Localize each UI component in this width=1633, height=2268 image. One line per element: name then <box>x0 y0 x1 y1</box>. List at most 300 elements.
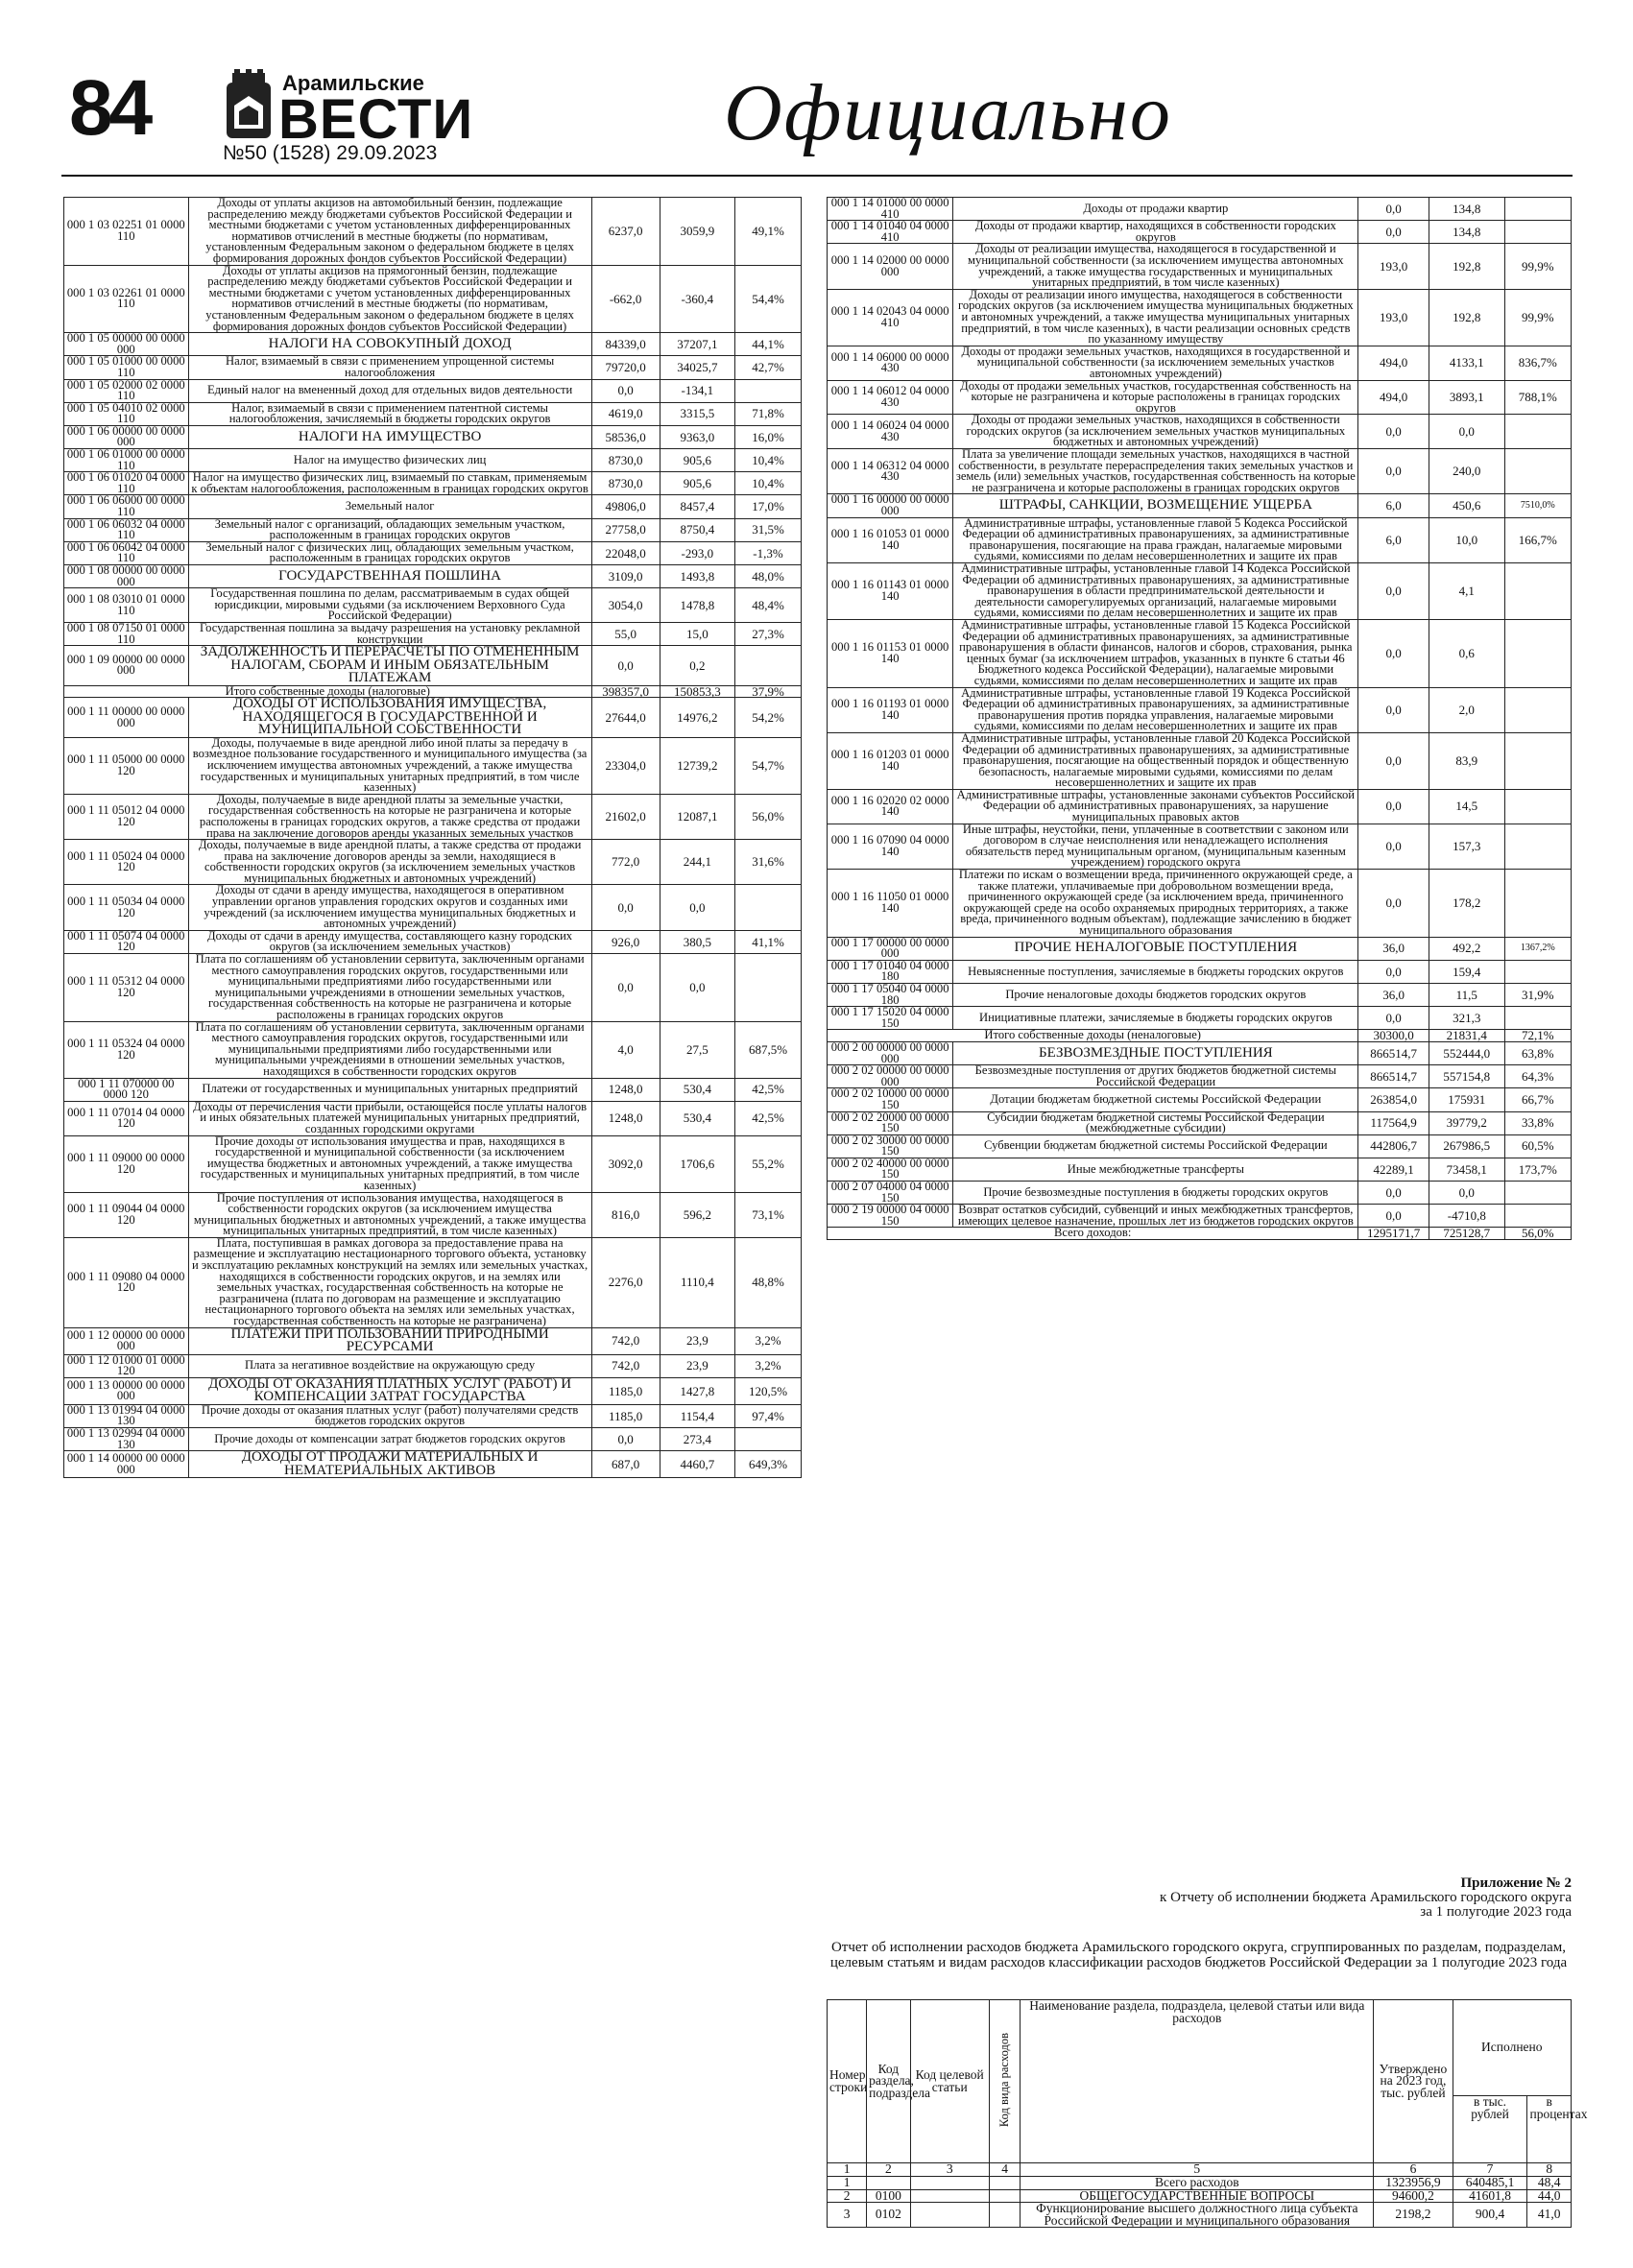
row-percent: 3,2% <box>735 1354 802 1377</box>
table-row <box>828 346 1572 380</box>
row-plan: 36,0 <box>1358 983 1429 1006</box>
row-fact: 1154,4 <box>660 1404 734 1427</box>
row-plan: 772,0 <box>591 840 660 885</box>
table-row <box>828 824 1572 869</box>
table-row <box>828 380 1572 415</box>
row-fact: 1427,8 <box>660 1377 734 1404</box>
table-row <box>64 565 802 588</box>
row-percent: 54,7% <box>735 737 802 794</box>
row-percent <box>1504 732 1571 789</box>
row-name: Государственная пошлина за выдачу разрешения на установку рекламной конструкции <box>188 622 591 645</box>
row-code: 000 1 06 06032 04 0000 110 <box>64 518 189 541</box>
row-plan: 0,0 <box>591 379 660 402</box>
row-percent: 42,5% <box>735 1078 802 1101</box>
table-row <box>828 244 1572 289</box>
row-percent: 166,7% <box>1504 517 1571 562</box>
row-fact: 2,0 <box>1429 687 1504 732</box>
expense-pct: 48,4 <box>1527 2177 1572 2190</box>
expense-name: Всего расходов <box>1021 2177 1374 2190</box>
row-fact: 34025,7 <box>660 356 734 379</box>
column-number: 1 <box>828 2163 867 2177</box>
row-plan: 0,0 <box>1358 687 1429 732</box>
annex-caption <box>826 1876 1572 1920</box>
row-percent: 97,4% <box>735 1404 802 1427</box>
row-code: 000 1 17 01040 04 0000 180 <box>828 960 953 983</box>
table-row <box>64 198 802 266</box>
row-fact: 134,8 <box>1429 221 1504 244</box>
row-percent: 31,5% <box>735 518 802 541</box>
row-plan: 926,0 <box>591 930 660 953</box>
table-row <box>64 425 802 448</box>
table-row <box>828 1065 1572 1088</box>
row-code: 000 1 12 01000 01 0000 120 <box>64 1354 189 1377</box>
row-percent: 16,0% <box>735 425 802 448</box>
row-name: Земельный налог с физических лиц, обладающих земельным участком, расположенным в границах городских округов <box>188 541 591 564</box>
row-code: 000 2 02 00000 00 0000 000 <box>828 1065 953 1088</box>
row-fact: 8457,4 <box>660 495 734 518</box>
row-plan: 816,0 <box>591 1192 660 1237</box>
row-code: 000 2 07 04000 04 0000 150 <box>828 1182 953 1205</box>
row-plan: 22048,0 <box>591 541 660 564</box>
row-code: 000 1 05 00000 00 0000 000 <box>64 333 189 356</box>
row-code: 000 1 14 06024 04 0000 430 <box>828 415 953 449</box>
header-target: Код целевой статьи <box>910 2000 989 2163</box>
logo-big-text: ВЕСТИ <box>278 88 474 151</box>
table-row <box>828 289 1572 346</box>
row-code: 000 1 08 00000 00 0000 000 <box>64 565 189 588</box>
row-plan: 2276,0 <box>591 1237 660 1327</box>
table-row <box>828 960 1572 983</box>
row-fact: 0,0 <box>1429 1182 1504 1205</box>
row-name: Плата за увеличение площади земельных участков, находящихся в частной собственности, в результате перераспределения таких земельных участков и земель (или) земельных участков, государственная собственность на которые не разграничена и которые расположены в границах городских округов <box>953 449 1358 494</box>
row-name: Доходы от перечисления части прибыли, остающейся после уплаты налогов и иных обязательных платежей муниципальных унитарных предприятий, созданных городскими округами <box>188 1101 591 1135</box>
row-plan: 494,0 <box>1358 380 1429 415</box>
row-fact: 4460,7 <box>660 1451 734 1478</box>
row-code: 000 1 13 00000 00 0000 000 <box>64 1377 189 1404</box>
row-plan: -662,0 <box>591 265 660 333</box>
row-name: Административные штрафы, установленные главой 20 Кодекса Российской Федерации об административных правонарушениях, за административные правонарушения, посягающие на общественный порядок и общественную безопасность, налагаемые мировыми судьями, комиссиями по делам несовершеннолетних и защите их прав <box>953 732 1358 789</box>
row-plan: 742,0 <box>591 1327 660 1354</box>
table-row <box>828 687 1572 732</box>
row-percent: 48,8% <box>735 1237 802 1327</box>
row-code: 000 1 05 04010 02 0000 110 <box>64 402 189 425</box>
row-code: 000 1 11 00000 00 0000 000 <box>64 698 189 738</box>
row-name: Доходы от продажи земельных участков, государственная собственность на которые не разграничена и которые расположены в границах городских округов <box>953 380 1358 415</box>
table-row <box>64 495 802 518</box>
row-fact: 3893,1 <box>1429 380 1504 415</box>
row-percent: 788,1% <box>1504 380 1571 415</box>
table-row <box>64 1078 802 1101</box>
row-name: Доходы от продажи земельных участков, находящихся в собственности городских округов (за исключением земельных участков муниципальных бюджетных и автономных учреждений) <box>953 415 1358 449</box>
row-name: Доходы от уплаты акцизов на прямогонный бензин, подлежащие распределению между бюджетами субъектов Российской Федерации и местными бюджетами с учетом установленных дифференцированных нормативов отчислений в местные бюджеты (по нормативам, установленным Федеральным законом о федеральном бюджете в целях формирования дорожных фондов субъектов Российской Федерации) <box>188 265 591 333</box>
row-percent <box>735 646 802 686</box>
table-row <box>828 1111 1572 1134</box>
row-plan: 58536,0 <box>591 425 660 448</box>
row-fact: 175931 <box>1429 1088 1504 1111</box>
row-fact: 15,0 <box>660 622 734 645</box>
table-row <box>64 1101 802 1135</box>
row-plan: 0,0 <box>1358 1205 1429 1228</box>
row-name: Налог на имущество физических лиц <box>188 449 591 472</box>
row-name: Возврат остатков субсидий, субвенций и иных межбюджетных трансфертов, имеющих целевое назначение, прошлых лет из бюджетов городских округов <box>953 1205 1358 1228</box>
row-percent: 73,1% <box>735 1192 802 1237</box>
row-code: 000 1 16 07090 04 0000 140 <box>828 824 953 869</box>
row-name: Единый налог на вмененный доход для отдельных видов деятельности <box>188 379 591 402</box>
row-name: Доходы от продажи квартир, находящихся в собственности городских округов <box>953 221 1358 244</box>
page-header <box>61 58 1588 173</box>
row-code: 000 1 11 09000 00 0000 120 <box>64 1135 189 1192</box>
table-row <box>64 737 802 794</box>
header-name: Наименование раздела, подраздела, целевой статьи или вида расходов <box>1021 2000 1374 2163</box>
row-fact: 905,6 <box>660 449 734 472</box>
row-plan: 0,0 <box>1358 870 1429 938</box>
row-name: Прочие безвозмездные поступления в бюджеты городских округов <box>953 1182 1358 1205</box>
table-row <box>64 1237 802 1327</box>
row-percent: 55,2% <box>735 1135 802 1192</box>
row-percent: 64,3% <box>1504 1065 1571 1088</box>
row-code: 000 1 08 07150 01 0000 110 <box>64 622 189 645</box>
row-fact: 725128,7 <box>1429 1228 1504 1240</box>
row-plan: 0,0 <box>591 954 660 1022</box>
header-num: Номер строки <box>828 2000 867 2163</box>
row-fact: 557154,8 <box>1429 1065 1504 1088</box>
column-number: 6 <box>1374 2163 1453 2177</box>
row-plan: 0,0 <box>591 885 660 930</box>
row-percent: 17,0% <box>735 495 802 518</box>
row-code: 000 1 11 07014 04 0000 120 <box>64 1101 189 1135</box>
row-percent: 37,9% <box>735 685 802 698</box>
row-code: 000 1 11 05074 04 0000 120 <box>64 930 189 953</box>
row-fact: 23,9 <box>660 1327 734 1354</box>
row-code: 000 1 14 06000 00 0000 430 <box>828 346 953 380</box>
row-code: 000 1 06 06042 04 0000 110 <box>64 541 189 564</box>
row-percent: 687,5% <box>735 1021 802 1078</box>
row-fact: 159,4 <box>1429 960 1504 983</box>
expense-approved: 2198,2 <box>1374 2203 1453 2228</box>
row-code: 000 1 16 01143 01 0000 140 <box>828 563 953 620</box>
expense-razdel: 0100 <box>867 2189 910 2203</box>
row-name: Доходы от сдачи в аренду имущества, составляющего казну городских округов (за исключением земельных участков) <box>188 930 591 953</box>
table-row <box>64 885 802 930</box>
expense-pct: 44,0 <box>1527 2189 1572 2203</box>
row-name: Государственная пошлина по делам, рассматриваемым в судах общей юрисдикции, мировыми судьями (за исключением Верховного Суда Российской Федерации) <box>188 588 591 623</box>
expense-approved: 94600,2 <box>1374 2189 1453 2203</box>
row-plan: 398357,0 <box>591 685 660 698</box>
row-percent: 27,3% <box>735 622 802 645</box>
row-percent <box>1504 619 1571 687</box>
row-code: 000 2 02 10000 00 0000 150 <box>828 1088 953 1111</box>
row-code: 000 1 16 00000 00 0000 000 <box>828 494 953 517</box>
row-code: 000 1 14 01000 00 0000 410 <box>828 198 953 221</box>
row-name: ПРОЧИЕ НЕНАЛОГОВЫЕ ПОСТУПЛЕНИЯ <box>953 937 1358 960</box>
expense-n: 1 <box>828 2177 867 2190</box>
table-row <box>64 930 802 953</box>
table-row <box>64 840 802 885</box>
row-plan: 49806,0 <box>591 495 660 518</box>
row-fact: -4710,8 <box>1429 1205 1504 1228</box>
expense-table <box>827 1998 1588 2228</box>
expense-row <box>828 2203 1572 2228</box>
income-table-left <box>63 197 802 1478</box>
row-name: Иные штрафы, неустойки, пени, уплаченные в соответствии с законом или договором в случае неисполнения или ненадлежащего исполнения обязательств перед муниципальным органом, (муниципальным казенным учреждением) городского округа <box>953 824 1358 869</box>
table-row <box>828 198 1572 221</box>
row-plan: 866514,7 <box>1358 1041 1429 1064</box>
row-fact: 267986,5 <box>1429 1134 1504 1158</box>
row-code: 000 1 17 15020 04 0000 150 <box>828 1007 953 1030</box>
row-name: НАЛОГИ НА СОВОКУПНЫЙ ДОХОД <box>188 333 591 356</box>
table-row <box>64 265 802 333</box>
table-row <box>64 646 802 686</box>
row-plan: 687,0 <box>591 1451 660 1478</box>
row-name: Доходы, получаемые в виде арендной либо иной платы за передачу в возмездное пользование государственного и муниципального имущества (за исключением имущества автономных учреждений, а также имущества государственных и муниципальных унитарных предприятий, в том числе казенных) <box>188 737 591 794</box>
row-fact: 192,8 <box>1429 244 1504 289</box>
row-fact: 178,2 <box>1429 870 1504 938</box>
row-fact: 492,2 <box>1429 937 1504 960</box>
table-row <box>828 517 1572 562</box>
row-plan: 6237,0 <box>591 198 660 266</box>
row-plan: 3109,0 <box>591 565 660 588</box>
row-code: 000 1 16 02020 02 0000 140 <box>828 789 953 824</box>
row-code: 000 1 14 02000 00 0000 000 <box>828 244 953 289</box>
row-fact: 83,9 <box>1429 732 1504 789</box>
row-percent: 42,5% <box>735 1101 802 1135</box>
row-plan: 1185,0 <box>591 1377 660 1404</box>
row-percent <box>1504 563 1571 620</box>
row-fact: 10,0 <box>1429 517 1504 562</box>
row-percent: 71,8% <box>735 402 802 425</box>
row-plan: 84339,0 <box>591 333 660 356</box>
table-row <box>64 356 802 379</box>
expense-sum: 41601,8 <box>1453 2189 1527 2203</box>
row-plan: 0,0 <box>1358 619 1429 687</box>
row-fact: 1110,4 <box>660 1237 734 1327</box>
header-razdel: Код раздела, подраздела <box>867 2000 910 2163</box>
expense-pct: 41,0 <box>1527 2203 1572 2228</box>
row-name: Доходы, получаемые в виде арендной платы, а также средства от продажи права на заключение договоров аренды за земли, находящиеся в собственности городских округов (за исключением земельных участков муниципальных бюджетных и автономных учреждений) <box>188 840 591 885</box>
row-plan: 0,0 <box>591 646 660 686</box>
row-name: Плата по соглашениям об установлении сервитута, заключенным органами местного самоуправления городских округов, государственными или муниципальными предприятиями либо государственными или муниципальными учреждениями в отношении земельных участков, государственная собственность на которые не разграничена и которые расположены в границах городских округов <box>188 954 591 1022</box>
row-fact: 0,0 <box>660 885 734 930</box>
row-fact: 157,3 <box>1429 824 1504 869</box>
table-row <box>828 1182 1572 1205</box>
row-percent: 649,3% <box>735 1451 802 1478</box>
row-plan: 0,0 <box>1358 789 1429 824</box>
row-percent <box>735 954 802 1022</box>
row-plan: 0,0 <box>1358 1007 1429 1030</box>
table-row <box>828 983 1572 1006</box>
row-name: Земельный налог с организаций, обладающих земельным участком, расположенным в границах городских округов <box>188 518 591 541</box>
row-code: 000 1 11 05012 04 0000 120 <box>64 794 189 839</box>
table-row <box>64 379 802 402</box>
row-name: Платежи по искам о возмещении вреда, причиненного окружающей среде, а также платежи, уплачиваемые при добровольном возмещении вреда, причиненного окружающей среде (за исключением вреда, причиненного окружающей среде на особо охраняемых природных территориях, а также вреда, причиненного водным объектам), подлежащие зачислению в бюджет муниципального образования <box>953 870 1358 938</box>
row-name: Итого собственные доходы (налоговые) <box>64 685 592 698</box>
row-fact: 1706,6 <box>660 1135 734 1192</box>
table-row <box>64 472 802 495</box>
expense-name: Функционирование высшего должностного лица субъекта Российской Федерации и муниципального образования <box>1021 2203 1374 2228</box>
row-plan: 0,0 <box>1358 824 1429 869</box>
row-name: Прочие неналоговые доходы бюджетов городских округов <box>953 983 1358 1006</box>
row-fact: 12739,2 <box>660 737 734 794</box>
row-plan: 6,0 <box>1358 494 1429 517</box>
table-row <box>64 1354 802 1377</box>
row-plan: 4619,0 <box>591 402 660 425</box>
row-percent: 48,0% <box>735 565 802 588</box>
table-row <box>64 1377 802 1404</box>
row-name: Плата за негативное воздействие на окружающую среду <box>188 1354 591 1377</box>
row-name: Доходы от реализации иного имущества, находящегося в собственности городских округов (за исключением имущества муниципальных бюджетных и автономных учреждений, а также имущества муниципальных унитарных предприятий, в том числе казенных), в части реализации основных средств по указанному имуществу <box>953 289 1358 346</box>
row-name: Прочие поступления от использования имущества, находящегося в собственности городских округов (за исключением имущества муниципальных бюджетных и автономных учреждений, а также имущества муниципальных унитарных предприятий, в том числе казенных) <box>188 1192 591 1237</box>
row-plan: 30300,0 <box>1358 1030 1429 1042</box>
expense-vid <box>989 2203 1020 2228</box>
expense-name: ОБЩЕГОСУДАРСТВЕННЫЕ ВОПРОСЫ <box>1021 2189 1374 2203</box>
row-percent <box>1504 824 1571 869</box>
row-code: 000 1 06 01000 00 0000 110 <box>64 449 189 472</box>
row-code: 000 1 05 01000 00 0000 110 <box>64 356 189 379</box>
row-percent <box>1504 687 1571 732</box>
header-approved: Утверждено на 2023 год, тыс. рублей <box>1374 2000 1453 2163</box>
row-fact: 905,6 <box>660 472 734 495</box>
row-name: ШТРАФЫ, САНКЦИИ, ВОЗМЕЩЕНИЕ УЩЕРБА <box>953 494 1358 517</box>
expense-approved: 1323956,9 <box>1374 2177 1453 2190</box>
row-name: Прочие доходы от оказания платных услуг (работ) получателями средств бюджетов городских округов <box>188 1404 591 1427</box>
row-fact: 0,6 <box>1429 619 1504 687</box>
row-plan: 0,0 <box>1358 415 1429 449</box>
row-plan: 8730,0 <box>591 472 660 495</box>
row-percent <box>735 885 802 930</box>
row-name: Дотации бюджетам бюджетной системы Российской Федерации <box>953 1088 1358 1111</box>
row-fact: 596,2 <box>660 1192 734 1237</box>
section-title: Официально <box>724 68 1172 157</box>
row-code: 000 1 03 02251 01 0000 110 <box>64 198 189 266</box>
table-row <box>64 1192 802 1237</box>
table-row <box>64 1021 802 1078</box>
row-fact: -293,0 <box>660 541 734 564</box>
row-name: Доходы от сдачи в аренду имущества, находящегося в оперативном управлении органов управления городских округов и созданных ими учреждений (за исключением имущества муниципальных бюджетных и автономных учреждений) <box>188 885 591 930</box>
table-row <box>828 563 1572 620</box>
row-percent: 3,2% <box>735 1327 802 1354</box>
row-name: ДОХОДЫ ОТ ИСПОЛЬЗОВАНИЯ ИМУЩЕСТВА, НАХОДЯЩЕГОСЯ В ГОСУДАРСТВЕННОЙ И МУНИЦИПАЛЬНОЙ СОБСТВЕННОСТИ <box>188 698 591 738</box>
table-row <box>828 494 1572 517</box>
row-percent <box>1504 960 1571 983</box>
row-fact: 27,5 <box>660 1021 734 1078</box>
expense-vid <box>989 2189 1020 2203</box>
row-percent: -1,3% <box>735 541 802 564</box>
table-row <box>64 402 802 425</box>
expense-target <box>910 2203 989 2228</box>
row-plan: 3054,0 <box>591 588 660 623</box>
row-name: Административные штрафы, установленные главой 19 Кодекса Российской Федерации об административных правонарушениях, за административные правонарушения против порядка управления, налагаемые мировыми судьями, комиссиями по делам несовершеннолетних и защите их прав <box>953 687 1358 732</box>
row-code: 000 1 13 02994 04 0000 130 <box>64 1428 189 1451</box>
row-code: 000 1 16 01193 01 0000 140 <box>828 687 953 732</box>
row-percent: 836,7% <box>1504 346 1571 380</box>
row-percent <box>1504 221 1571 244</box>
column-number: 7 <box>1453 2163 1527 2177</box>
row-code: 000 1 06 06000 00 0000 110 <box>64 495 189 518</box>
row-plan: 79720,0 <box>591 356 660 379</box>
row-percent <box>1504 1205 1571 1228</box>
table-row <box>64 622 802 645</box>
row-fact: 3059,9 <box>660 198 734 266</box>
row-name: Иные межбюджетные трансферты <box>953 1158 1358 1181</box>
row-name: ПЛАТЕЖИ ПРИ ПОЛЬЗОВАНИИ ПРИРОДНЫМИ РЕСУРСАМИ <box>188 1327 591 1354</box>
table-row <box>64 541 802 564</box>
table-row <box>828 1205 1572 1228</box>
annex-line-2: за 1 полугодие 2023 года <box>1420 1904 1572 1920</box>
table-row <box>828 415 1572 449</box>
row-percent: 10,4% <box>735 472 802 495</box>
row-plan: 23304,0 <box>591 737 660 794</box>
table-row <box>64 1428 802 1451</box>
row-fact: 11,5 <box>1429 983 1504 1006</box>
row-percent: 72,1% <box>1504 1030 1571 1042</box>
row-name: Административные штрафы, установленные законами субъектов Российской Федерации об административных правонарушениях, за нарушение муниципальных правовых актов <box>953 789 1358 824</box>
row-code: 000 1 11 05312 04 0000 120 <box>64 954 189 1022</box>
row-percent <box>1504 1007 1571 1030</box>
row-name: Прочие доходы от компенсации затрат бюджетов городских округов <box>188 1428 591 1451</box>
table-row <box>828 732 1572 789</box>
row-percent <box>1504 789 1571 824</box>
row-fact: 192,8 <box>1429 289 1504 346</box>
row-percent: 31,9% <box>1504 983 1571 1006</box>
expense-sum: 900,4 <box>1453 2203 1527 2228</box>
expense-n: 3 <box>828 2203 867 2228</box>
row-code: 000 1 05 02000 02 0000 110 <box>64 379 189 402</box>
row-code: 000 1 13 01994 04 0000 130 <box>64 1404 189 1427</box>
row-percent: 31,6% <box>735 840 802 885</box>
row-fact: 23,9 <box>660 1354 734 1377</box>
row-name: ЗАДОЛЖЕННОСТЬ И ПЕРЕРАСЧЕТЫ ПО ОТМЕНЕННЫМ НАЛОГАМ, СБОРАМ И ИНЫМ ОБЯЗАТЕЛЬНЫМ ПЛАТЕЖАМ <box>188 646 591 686</box>
row-plan: 0,0 <box>1358 960 1429 983</box>
row-name: Инициативные платежи, зачисляемые в бюджеты городских округов <box>953 1007 1358 1030</box>
row-percent: 44,1% <box>735 333 802 356</box>
row-code: 000 1 06 00000 00 0000 000 <box>64 425 189 448</box>
row-percent: 10,4% <box>735 449 802 472</box>
annex-title: Приложение № 2 <box>1460 1875 1572 1891</box>
row-fact: 4133,1 <box>1429 346 1504 380</box>
row-code: 000 1 16 01053 01 0000 140 <box>828 517 953 562</box>
row-plan: 27644,0 <box>591 698 660 738</box>
row-fact: 14976,2 <box>660 698 734 738</box>
row-fact: 9363,0 <box>660 425 734 448</box>
row-plan: 27758,0 <box>591 518 660 541</box>
row-percent: 41,1% <box>735 930 802 953</box>
row-plan: 0,0 <box>1358 198 1429 221</box>
row-percent: 54,4% <box>735 265 802 333</box>
row-name: Доходы от продажи квартир <box>953 198 1358 221</box>
row-code: 000 1 08 03010 01 0000 110 <box>64 588 189 623</box>
row-name: Земельный налог <box>188 495 591 518</box>
header-exec-pct: в процентах <box>1527 2096 1572 2163</box>
row-fact: 12087,1 <box>660 794 734 839</box>
header-divider <box>61 175 1573 177</box>
row-percent: 48,4% <box>735 588 802 623</box>
table-row <box>828 789 1572 824</box>
table-row <box>64 449 802 472</box>
row-percent: 63,8% <box>1504 1041 1571 1064</box>
table-row <box>828 870 1572 938</box>
table-row <box>828 221 1572 244</box>
row-name: Прочие доходы от использования имущества и прав, находящихся в государственной и муниципальной собственности (за исключением имущества бюджетных и автономных учреждений, а также имущества государственных и муниципальных унитарных предприятий, в том числе казенных) <box>188 1135 591 1192</box>
row-fact: 1493,8 <box>660 565 734 588</box>
row-fact: 150853,3 <box>660 685 734 698</box>
row-name: Итого собственные доходы (неналоговые) <box>828 1030 1358 1042</box>
row-code: 000 1 16 01153 01 0000 140 <box>828 619 953 687</box>
row-name: Безвозмездные поступления от других бюджетов бюджетной системы Российской Федерации <box>953 1065 1358 1088</box>
income-table-right <box>827 197 1572 1240</box>
row-percent <box>1504 415 1571 449</box>
table-row <box>64 518 802 541</box>
row-name: Невыясненные поступления, зачисляемые в бюджеты городских округов <box>953 960 1358 983</box>
